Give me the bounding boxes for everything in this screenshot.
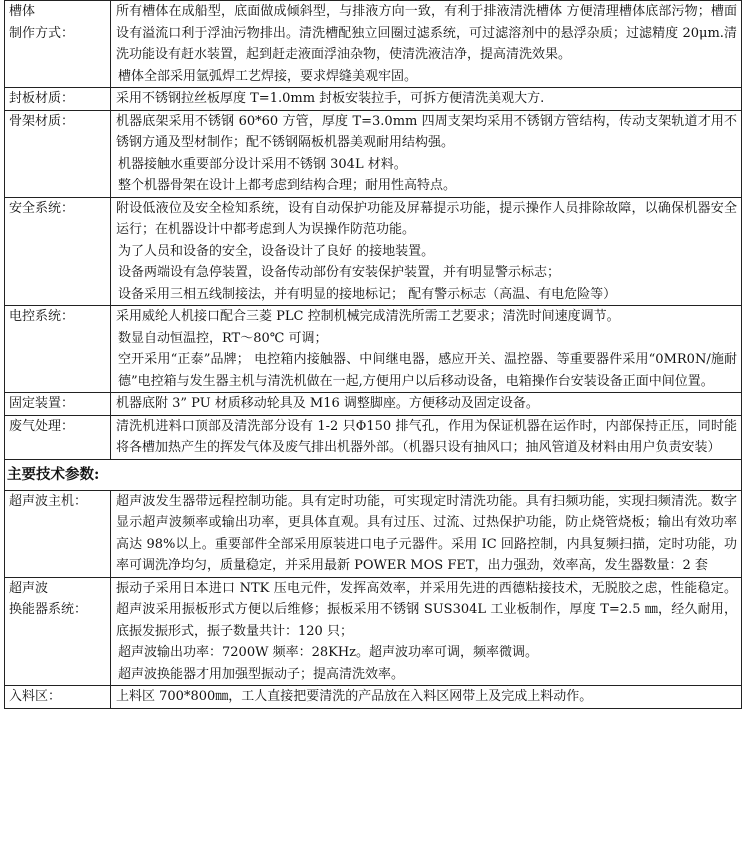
row-paragraph: 机器底架采用不锈钢 60*60 方管，厚度 T=3.0mm 四周支架均采用不锈钢方管结构，传动支架轨道才用不锈钢方通及型材制作；配不锈钢隔板机器美观耐用结构强。 xyxy=(116,113,737,150)
row-label-line: 封板材质： xyxy=(9,91,75,106)
row-content xyxy=(111,490,742,577)
row-label-line: 安全系统： xyxy=(9,200,75,216)
row-label-line: 超声波主机： xyxy=(9,493,88,509)
row-paragraph: 采用不锈钢拉丝板厚度 T=1.0mm 封板安装拉手，可拆方便清洗美观大方. xyxy=(116,91,545,106)
spec-table xyxy=(4,0,742,709)
row-label xyxy=(5,197,111,306)
row-label-line: 超声波 xyxy=(9,580,49,596)
row-content xyxy=(111,415,742,459)
row-content xyxy=(111,393,742,416)
row-label-line: 换能器系统： xyxy=(9,602,88,617)
row-paragraph: 超声波换能器才用加强型振动子；提高清洗效率。 xyxy=(118,666,405,682)
row-paragraph: 为了人员和设备的安全，设备设计了良好 的接地装置。 xyxy=(118,243,435,259)
spec-row xyxy=(5,110,742,197)
row-label-line: 电控系统： xyxy=(9,309,75,324)
row-label xyxy=(5,393,111,416)
row-label xyxy=(5,88,111,111)
row-label xyxy=(5,1,111,88)
spec-row xyxy=(5,1,742,88)
row-paragraph: 振动子采用日本进口 NTK 压电元件，发挥高效率，并采用先进的西德粘接技术，无脱胶之虑，性能稳定。超声波采用振板形式方便以后维修；振板采用不锈钢 SUS304L 工业板制作，厚度 T=2.5 ㎜，经久耐用，底振发振形式，振子数量共计：120 只； xyxy=(116,580,737,639)
spec-row xyxy=(5,686,742,709)
spec-row xyxy=(5,197,742,306)
row-paragraph: 机器接触水重要部分设计采用不锈钢 304L 材料。 xyxy=(118,156,407,172)
row-paragraph: 槽体全部采用氩弧焊工艺焊接，要求焊缝美观牢固。 xyxy=(118,68,418,84)
row-content xyxy=(111,1,742,88)
spec-table-body xyxy=(5,1,742,460)
spec-row xyxy=(5,490,742,577)
spec-row xyxy=(5,306,742,393)
row-content xyxy=(111,110,742,197)
row-label xyxy=(5,490,111,577)
row-paragraph: 清洗机进料口顶部及清洗部分设有 1-2 只Φ150 排气孔，作用为保证机器在运作时，内部保持正压，同时能将各槽加热产生的挥发气体及废气排出机器外部。（机器只设有抽风口；抽风管道及材料由用户负责安装） xyxy=(116,418,737,455)
row-content xyxy=(111,88,742,111)
spec-row xyxy=(5,393,742,416)
row-content xyxy=(111,686,742,709)
spec-row xyxy=(5,415,742,459)
spec-row xyxy=(5,577,742,686)
row-paragraph: 超声波输出功率：7200W 频率：28KHz。超声波功率可调，频率微调。 xyxy=(118,645,539,660)
row-content xyxy=(111,197,742,306)
row-label-line: 固定装置： xyxy=(9,396,75,411)
row-paragraph: 超声波发生器带远程控制功能。具有定时功能，可实现定时清洗功能。具有扫频功能，实现扫频清洗。数字显示超声波频率或输出功率，更具体直观。具有过压、过流、过热保护功能，防止烧管烧板；输出有效功率高达 98%以上。重要部件全部采用原装进口电子元器件。采用 IC 回路控制，内具复频扫描，定时功能，功率可调洗净均匀，质量稳定，并采用最新 POWER MOS FET，出力强劲，效率高，发生器数量：2 套 xyxy=(116,493,737,573)
row-label xyxy=(5,306,111,393)
row-paragraph: 设备采用三相五线制接法，并有明显的接地标记； 配有警示标志（高温、有电危险等） xyxy=(118,286,617,302)
row-label-line: 槽体 xyxy=(9,4,36,19)
row-label-line: 制作方式： xyxy=(9,25,75,41)
row-paragraph: 上料区 700*800㎜，工人直接把要清洗的产品放在入料区网带上及完成上料动作。 xyxy=(116,689,593,704)
row-label-line: 废气处理： xyxy=(9,418,75,434)
row-paragraph: 数显自动恒温控，RT～80℃ 可调； xyxy=(118,330,328,346)
row-content xyxy=(111,577,742,686)
row-paragraph: 机器底附 3” PU 材质移动轮具及 M16 调整脚座。方便移动及固定设备。 xyxy=(116,396,539,411)
row-label xyxy=(5,415,111,459)
row-content xyxy=(111,306,742,393)
row-paragraph: 所有槽体在成船型，底面做成倾斜型，与排液方向一致，有利于排液清洗槽体 方便清理槽体底部污物；槽面设有溢流口利于浮油污物排出。清洗槽配独立回圈过滤系统，可过滤溶剂中的悬浮杂质；过滤精度 20μm.清洗功能设有赶水装置，起到赶走液面浮油杂物，使清洗液洁净，提高清洗效果。 xyxy=(116,4,737,62)
row-paragraph: 设备两端设有急停装置，设备传动部份有安装保护装置，并有明显警示标志； xyxy=(118,265,561,280)
row-label xyxy=(5,110,111,197)
section-row xyxy=(5,459,742,490)
row-label-line: 入料区： xyxy=(9,689,62,704)
row-paragraph: 整个机器骨架在设计上都考虑到结构合理；耐用性高特点。 xyxy=(118,178,457,193)
row-paragraph: 附设低液位及安全检知系统，设有自动保护功能及屏幕提示功能，提示操作人员排除故障，以确保机器安全运行；在机器设计中都考虑到人为误操作防范功能。 xyxy=(116,200,737,237)
row-label-line: 骨架材质： xyxy=(9,113,75,129)
section-title: 主要技术参数: xyxy=(5,459,742,490)
tech-params-body xyxy=(5,490,742,708)
row-label xyxy=(5,686,111,709)
row-label xyxy=(5,577,111,686)
row-paragraph: 采用威纶人机接口配合三菱 PLC 控制机械完成清洗所需工艺要求；清洗时间速度调节。 xyxy=(116,309,620,324)
row-paragraph: 空开采用“正泰”品牌； 电控箱内接触器、中间继电器，感应开关、温控器、等重要器件采用“0MR0N/施耐德”电控箱与发生器主机与清洗机做在一起,方便用户以后移动设备，电箱操作台安装设备正面中间位置。 xyxy=(118,352,737,389)
spec-row xyxy=(5,88,742,111)
